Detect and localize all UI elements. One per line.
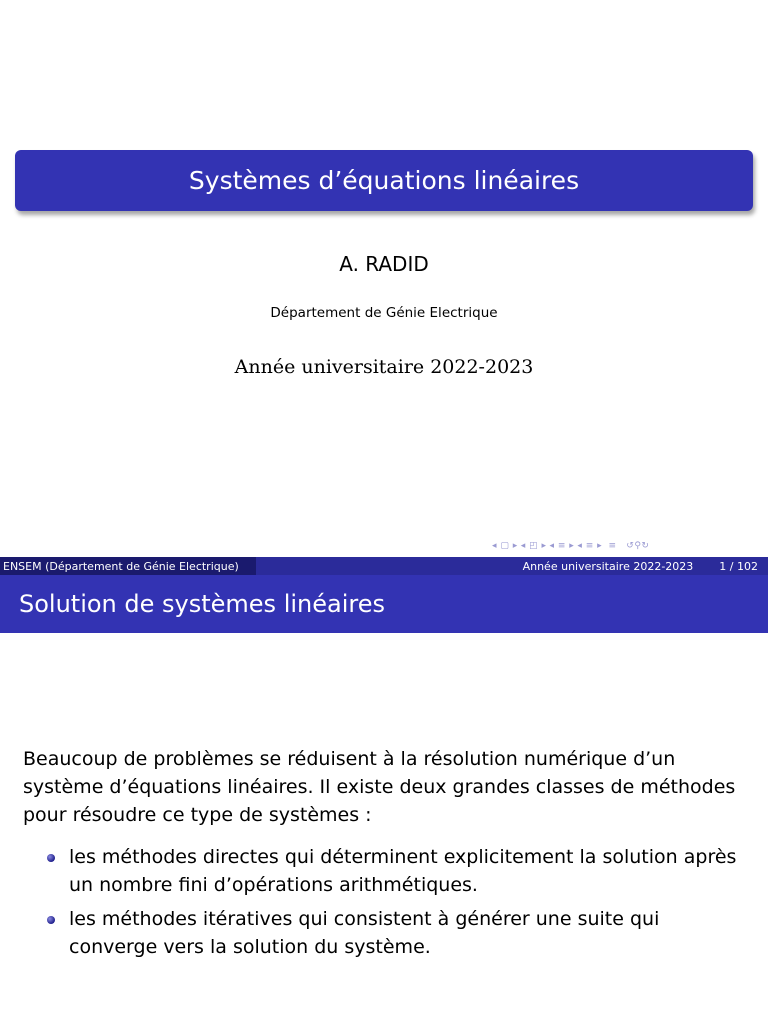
list-item: [23, 843, 753, 899]
presentation-title: Systèmes d’équations linéaires: [188, 166, 580, 195]
method-list: [23, 843, 753, 967]
footer-bar: [0, 557, 768, 575]
list-item: [23, 905, 753, 961]
author: A. RADID: [339, 252, 429, 276]
title-box: [15, 150, 753, 211]
nav-subsection-icon[interactable]: ◂ ≡ ▸: [577, 541, 603, 551]
nav-align-icon[interactable]: ≡: [605, 541, 620, 551]
footer-page-number: 1 / 102: [719, 559, 758, 573]
bullet-icon: [47, 916, 55, 924]
nav-frame-icon[interactable]: ◂ ◰ ▸: [520, 541, 547, 551]
slide-header: [0, 575, 768, 633]
list-item-text: les méthodes directes qui déterminent explicitement la solution après un nombre fini d’opérations arithmétiques.: [69, 846, 737, 896]
academic-year: Année universitaire 2022-2023: [234, 356, 534, 378]
footer-right: [523, 557, 758, 575]
list-item-text: les méthodes itératives qui consistent à générer une suite qui converge vers la solution du système.: [69, 908, 660, 958]
intro-paragraph: Beaucoup de problèmes se réduisent à la résolution numérique d’un système d’équations linéaires. Il existe deux grandes classes de méthodes pour résoudre ce type de systèmes :: [23, 748, 736, 826]
slide-title: Solution de systèmes linéaires: [19, 590, 385, 618]
nav-search-icon[interactable]: ↺⚲↻: [622, 541, 650, 551]
footer-date: Année universitaire 2022-2023: [522, 559, 694, 573]
beamer-navigation: [492, 539, 649, 553]
nav-prev-frame-icon[interactable]: ◂ ▢ ▸: [492, 541, 518, 551]
nav-section-icon[interactable]: ◂ ≡ ▸: [549, 541, 575, 551]
footer-institute: ENSEM (Département de Génie Electrique): [0, 557, 256, 575]
bullet-icon: [47, 854, 55, 862]
institute: Département de Génie Electrique: [270, 305, 498, 321]
